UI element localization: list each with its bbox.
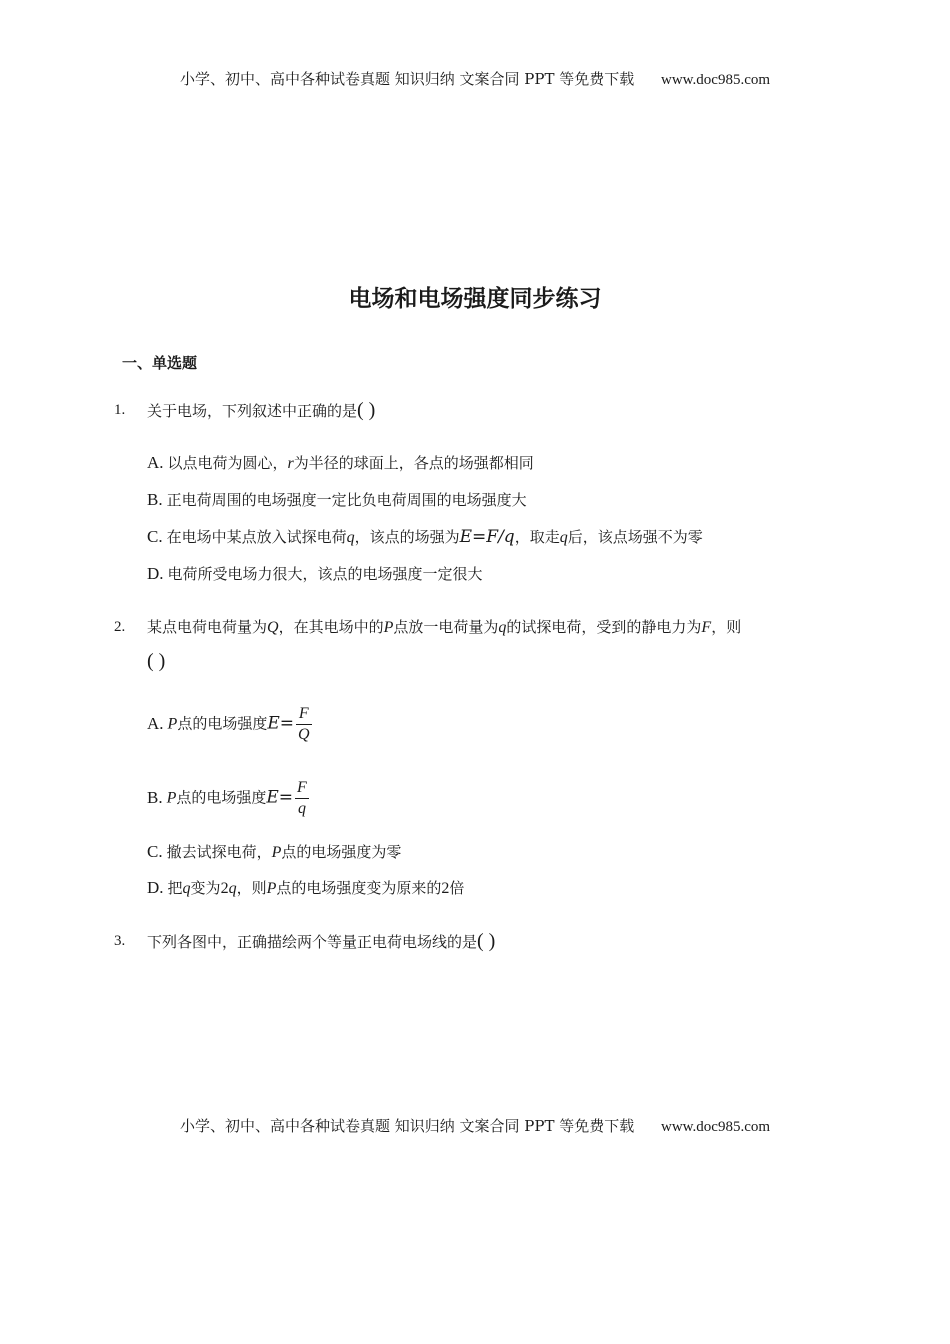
page-title: 电场和电场强度同步练习	[348, 286, 602, 312]
question-1-stem: 关于电场，下列叙述中正确的是( )	[147, 399, 376, 421]
header-url[interactable]: www.doc985.com	[661, 72, 771, 88]
answer-paren: ( )	[357, 399, 376, 421]
footer-text: 小学、初中、高中各种试卷真题 知识归纳 文案合同 PPT 等免费下载	[179, 1117, 635, 1135]
page-header	[0, 68, 950, 89]
question-1-option-b[interactable]: B. 正电荷周围的电场强度一定比负电荷周围的电场强度大	[147, 490, 527, 509]
question-2-option-a[interactable]: A. P点的电场强度E= $\frac{F}{Q}$	[147, 705, 310, 743]
question-2-option-c[interactable]: C. 撤去试探电荷，P点的电场强度为零	[147, 842, 402, 861]
question-1-option-d[interactable]: D. 电荷所受电场力很大，该点的电场强度一定很大	[147, 564, 483, 583]
page-footer	[0, 1115, 950, 1136]
header-text: 小学、初中、高中各种试卷真题 知识归纳 文案合同 PPT 等免费下载	[179, 70, 635, 88]
section-heading: 一、单选题	[122, 354, 198, 372]
fraction: $\frac{F}{q}$	[297, 779, 307, 817]
question-1-number: 1.	[114, 402, 126, 418]
question-2-stem: 某点电荷电荷量为Q，在其电场中的P点放一电荷量为q的试探电荷，受到的静电力为F，则	[147, 618, 742, 636]
question-3-stem: 下列各图中，正确描绘两个等量正电荷电场线的是( )	[147, 930, 496, 952]
question-1-option-a[interactable]: A. 以点电荷为圆心，r为半径的球面上，各点的场强都相同	[147, 453, 534, 472]
footer-url[interactable]: www.doc985.com	[661, 1119, 771, 1135]
question-1-option-c[interactable]: C. 在电场中某点放入试探电荷q，该点的场强为E=F/q，取走q后，该点场强不为零	[147, 527, 703, 547]
formula: E=F/q	[459, 527, 515, 547]
question-2-option-b[interactable]: B. P点的电场强度E= $\frac{F}{q}$	[147, 779, 307, 817]
fraction: $\frac{F}{Q}$	[297, 705, 310, 743]
answer-paren: ( )	[477, 930, 496, 952]
question-2-option-d[interactable]: D. 把q变为2q，则P点的电场强度变为原来的2倍	[147, 878, 465, 897]
question-2-paren-line	[147, 650, 165, 673]
answer-paren: ( )	[147, 650, 166, 672]
question-2-number: 2.	[114, 619, 126, 635]
question-3-number: 3.	[114, 933, 126, 949]
